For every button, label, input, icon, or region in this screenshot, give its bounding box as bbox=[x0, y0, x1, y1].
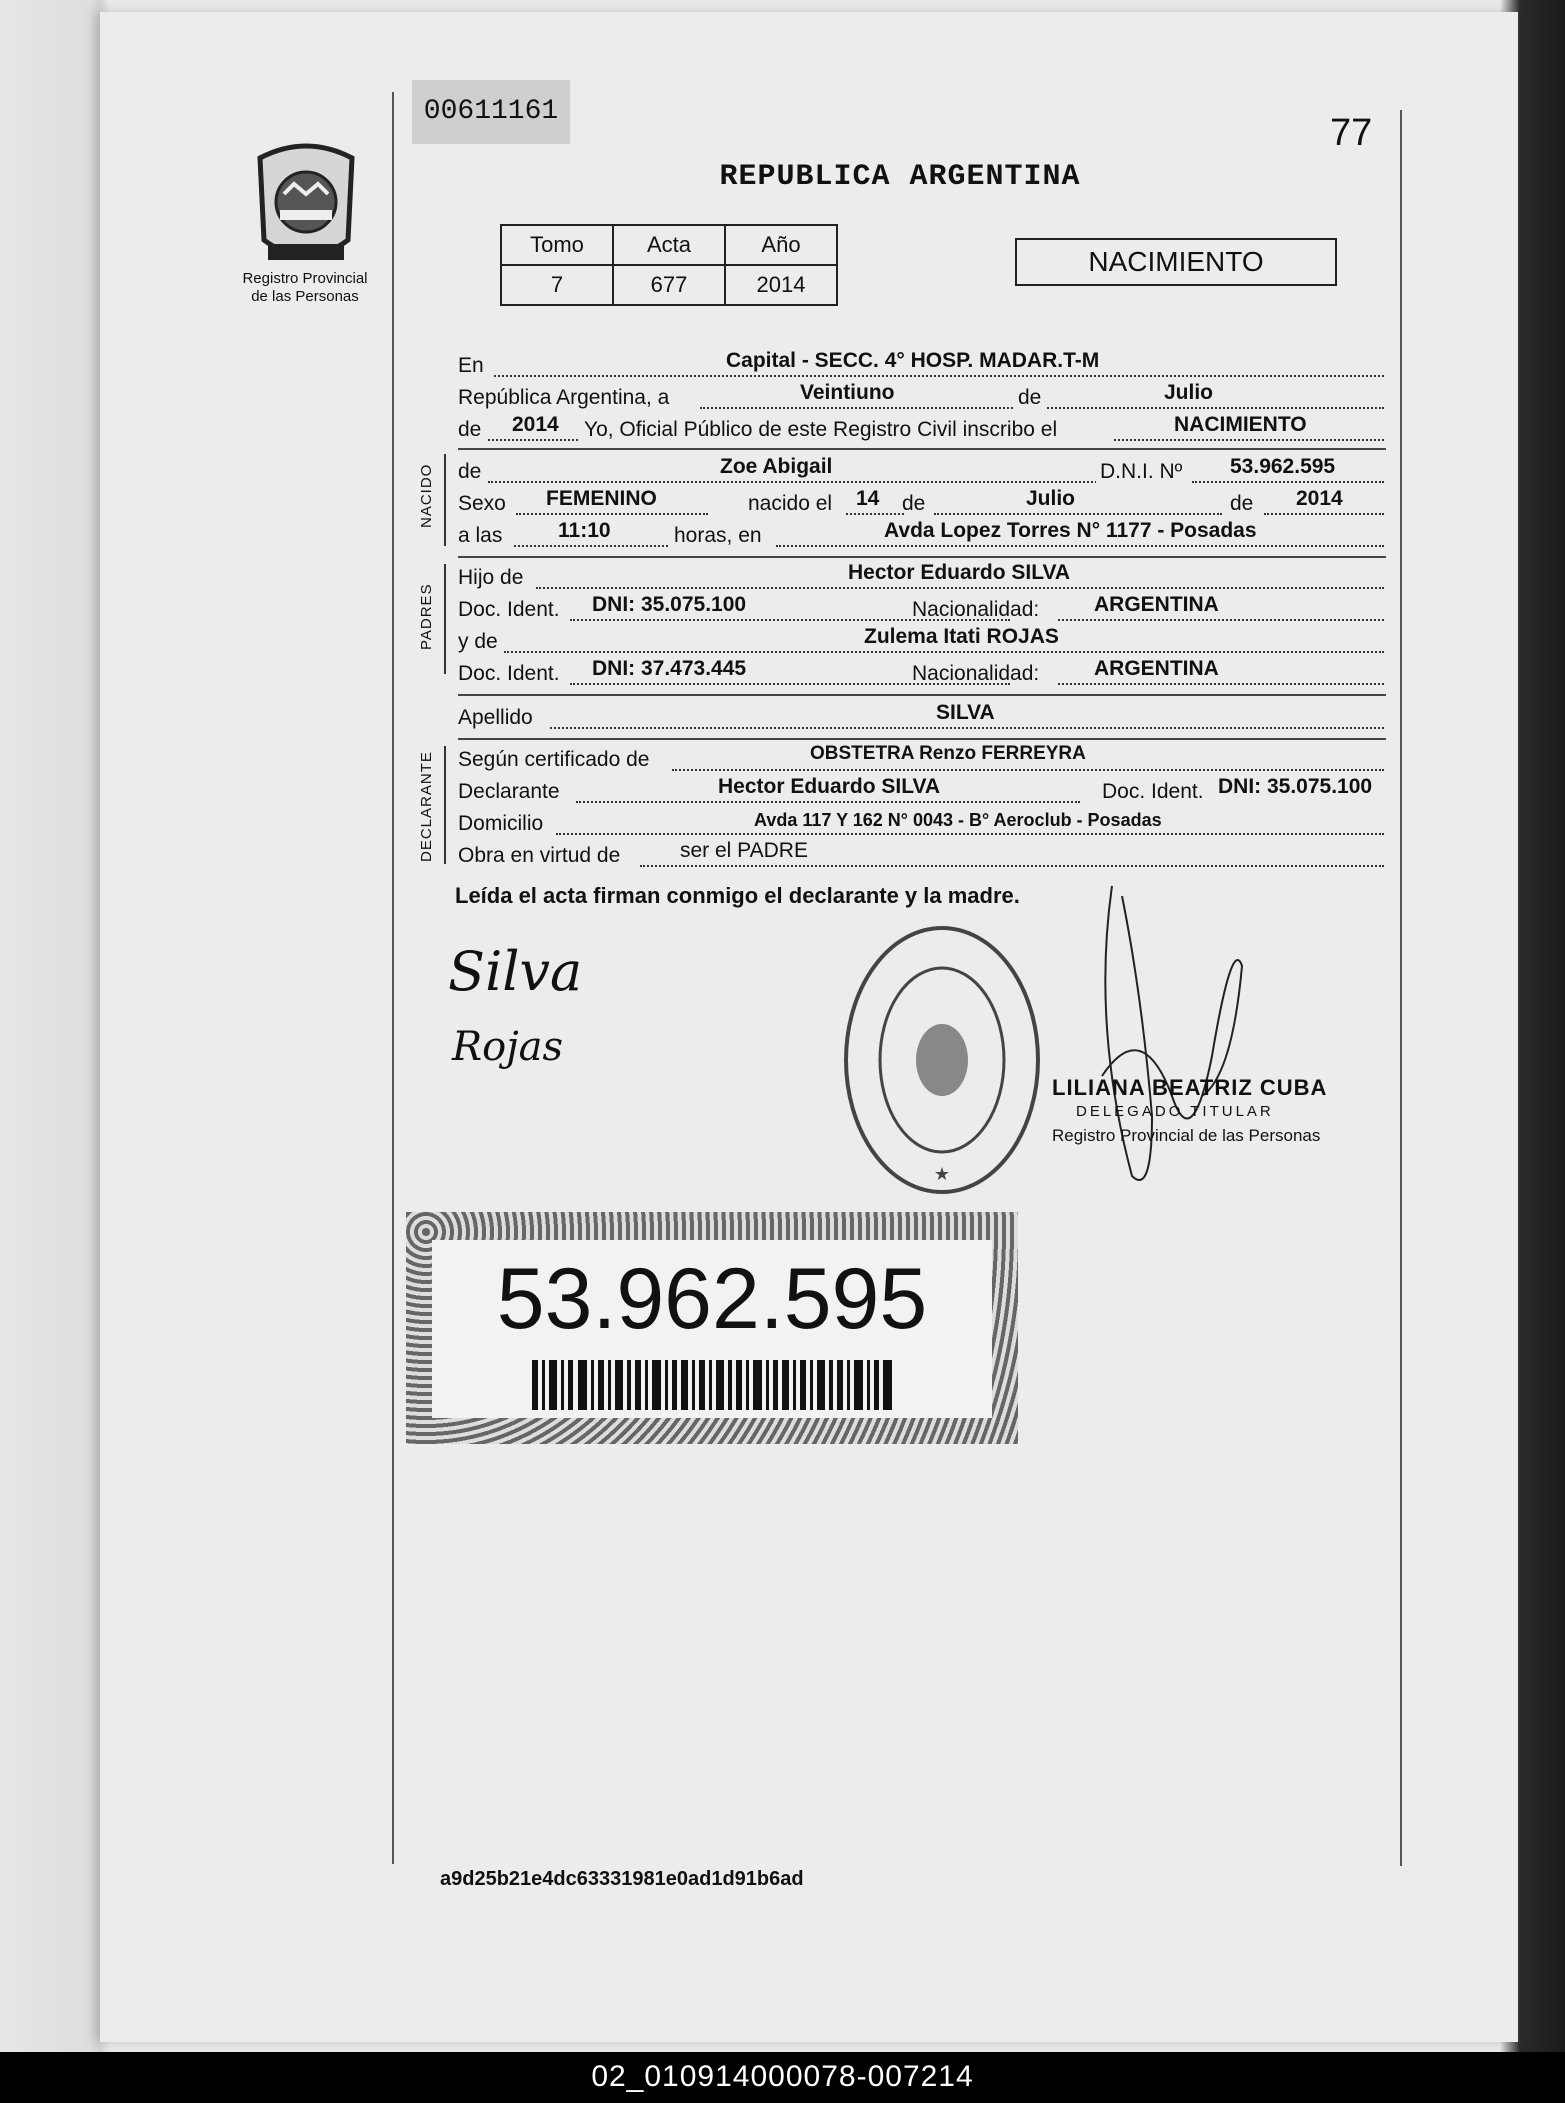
emblem-caption-line-1: Registro Provincial bbox=[242, 270, 368, 287]
a-las-label: a las bbox=[458, 524, 503, 547]
mother-signature: Rojas bbox=[452, 1024, 563, 1070]
emblem-caption-line-2: de las Personas bbox=[251, 288, 359, 305]
declarante-doc-label: Doc. Ident. bbox=[1102, 780, 1204, 803]
officer-signature-icon bbox=[1082, 876, 1282, 1206]
row-father-doc bbox=[458, 594, 1386, 624]
acta-value: 677 bbox=[613, 265, 725, 305]
row-obra bbox=[458, 840, 1386, 870]
padres-section-label: PADRES bbox=[418, 583, 435, 650]
obra-value: ser el PADRE bbox=[680, 839, 808, 862]
dni-number-large: 53.962.595 bbox=[496, 1251, 928, 1347]
dni-label: D.N.I. Nº bbox=[1096, 460, 1186, 484]
declarante-bracket bbox=[444, 746, 446, 864]
statement-text: Yo, Oficial Público de este Registro Civil inscribo el bbox=[584, 418, 1058, 441]
domicilio-label: Domicilio bbox=[458, 812, 544, 835]
day-value: Veintiuno bbox=[800, 381, 895, 404]
mother-doc: DNI: 37.473.445 bbox=[592, 657, 747, 680]
year-prefix: de bbox=[458, 418, 482, 441]
mother-nationality: ARGENTINA bbox=[1094, 657, 1219, 680]
document-page bbox=[100, 12, 1518, 2042]
officer-block bbox=[1052, 1076, 1327, 1148]
row-republica bbox=[458, 382, 1386, 412]
row-domicilio bbox=[458, 808, 1386, 838]
horas-label: horas, en bbox=[674, 524, 762, 547]
record-table bbox=[500, 224, 838, 306]
separator-2 bbox=[458, 556, 1386, 558]
father-doc-label: Doc. Ident. bbox=[458, 598, 560, 621]
certificado-value: OBSTETRA Renzo FERREYRA bbox=[810, 743, 1086, 764]
row-mother-doc bbox=[458, 658, 1386, 688]
left-margin-line bbox=[392, 92, 394, 1864]
padres-bracket bbox=[444, 564, 446, 674]
certificado-label: Según certificado de bbox=[458, 748, 650, 771]
father-nationality-label: Nacionalidad: bbox=[912, 598, 1040, 621]
year-value: 2014 bbox=[512, 413, 559, 436]
father-doc: DNI: 35.075.100 bbox=[592, 593, 747, 616]
de-label-2: de bbox=[902, 492, 926, 515]
mother-name: Zulema Itati ROJAS bbox=[864, 625, 1059, 648]
act-value: NACIMIENTO bbox=[1174, 413, 1307, 436]
birth-year: 2014 bbox=[1296, 487, 1343, 510]
separator-3 bbox=[458, 694, 1386, 696]
nacido-de-label: de bbox=[458, 460, 482, 483]
en-label: En bbox=[458, 354, 484, 377]
nacido-el-label: nacido el bbox=[748, 492, 833, 515]
month-value: Julio bbox=[1164, 381, 1214, 404]
birth-month: Julio bbox=[1026, 487, 1076, 510]
emblem-caption bbox=[200, 270, 410, 306]
row-y-de bbox=[458, 626, 1386, 656]
acta-header: Acta bbox=[613, 225, 725, 265]
row-sexo bbox=[458, 488, 1386, 518]
de-label-3: de bbox=[1230, 492, 1254, 515]
barcode-icon bbox=[532, 1360, 892, 1410]
row-statement bbox=[458, 414, 1386, 444]
republica-label: República Argentina, a bbox=[458, 386, 670, 409]
birth-time: 11:10 bbox=[558, 519, 611, 542]
hijo-de-label: Hijo de bbox=[458, 566, 524, 589]
row-hijo-de bbox=[458, 562, 1386, 592]
row-en bbox=[458, 350, 1386, 380]
declarante-value: Hector Eduardo SILVA bbox=[718, 775, 941, 798]
domicilio-value: Avda 117 Y 162 N° 0043 - B° Aeroclub - Posadas bbox=[754, 810, 1162, 830]
declarante-label: Declarante bbox=[458, 780, 560, 803]
serial-stamp: 00611161 bbox=[412, 80, 570, 144]
tomo-value: 7 bbox=[501, 265, 613, 305]
father-name: Hector Eduardo SILVA bbox=[848, 561, 1071, 584]
sexo-value: FEMENINO bbox=[546, 487, 657, 510]
dni-label-sticker bbox=[406, 1212, 1018, 1444]
obra-label: Obra en virtud de bbox=[458, 844, 621, 867]
de-label: de bbox=[1014, 386, 1045, 410]
apellido-label: Apellido bbox=[458, 706, 533, 729]
en-value: Capital - SECC. 4° HOSP. MADAR.T-M bbox=[726, 349, 1100, 372]
anio-header: Año bbox=[725, 225, 837, 265]
row-declarante bbox=[458, 776, 1386, 806]
right-margin-line bbox=[1400, 110, 1402, 1866]
nacido-bracket bbox=[444, 454, 446, 546]
row-apellido bbox=[458, 702, 1386, 732]
mother-nationality-label: Nacionalidad: bbox=[912, 662, 1040, 685]
child-name: Zoe Abigail bbox=[720, 455, 833, 478]
registry-seal-icon bbox=[842, 924, 1042, 1196]
apellido-value: SILVA bbox=[936, 701, 995, 724]
sexo-label: Sexo bbox=[458, 492, 506, 515]
row-nacido-name bbox=[458, 456, 1386, 486]
y-de-label: y de bbox=[458, 630, 498, 653]
nacido-section-label: NACIDO bbox=[418, 463, 435, 528]
row-hora bbox=[458, 520, 1386, 550]
birth-day: 14 bbox=[856, 487, 880, 510]
anio-value: 2014 bbox=[725, 265, 837, 305]
separator-4 bbox=[458, 738, 1386, 740]
separator-1 bbox=[458, 448, 1386, 450]
svg-text:★: ★ bbox=[933, 1164, 951, 1185]
birth-place: Avda Lopez Torres N° 1177 - Posadas bbox=[884, 519, 1257, 542]
father-signature: Silva bbox=[448, 940, 583, 1003]
closing-statement: Leída el acta firman conmigo el declarante y la madre. bbox=[455, 883, 1020, 908]
officer-institution: Registro Provincial de las Personas bbox=[1052, 1126, 1321, 1145]
declarante-section-label: DECLARANTE bbox=[418, 751, 435, 862]
page-number: 77 bbox=[1330, 112, 1373, 154]
declarante-doc: DNI: 35.075.100 bbox=[1218, 775, 1373, 798]
document-type-box: NACIMIENTO bbox=[1015, 238, 1337, 286]
tomo-header: Tomo bbox=[501, 225, 613, 265]
file-identifier: 02_010914000078-007214 bbox=[591, 2060, 974, 2093]
province-emblem-icon bbox=[250, 140, 362, 270]
father-nationality: ARGENTINA bbox=[1094, 593, 1219, 616]
officer-name: LILIANA BEATRIZ CUBA bbox=[1052, 1075, 1328, 1100]
mother-doc-label: Doc. Ident. bbox=[458, 662, 560, 685]
child-dni: 53.962.595 bbox=[1230, 455, 1336, 478]
country-title: REPUBLICA ARGENTINA bbox=[719, 160, 1081, 194]
document-hash: a9d25b21e4dc63331981e0ad1d91b6ad bbox=[440, 1868, 804, 1890]
row-certificado bbox=[458, 744, 1386, 774]
officer-role: DELEGADO TITULAR bbox=[1076, 1103, 1274, 1120]
